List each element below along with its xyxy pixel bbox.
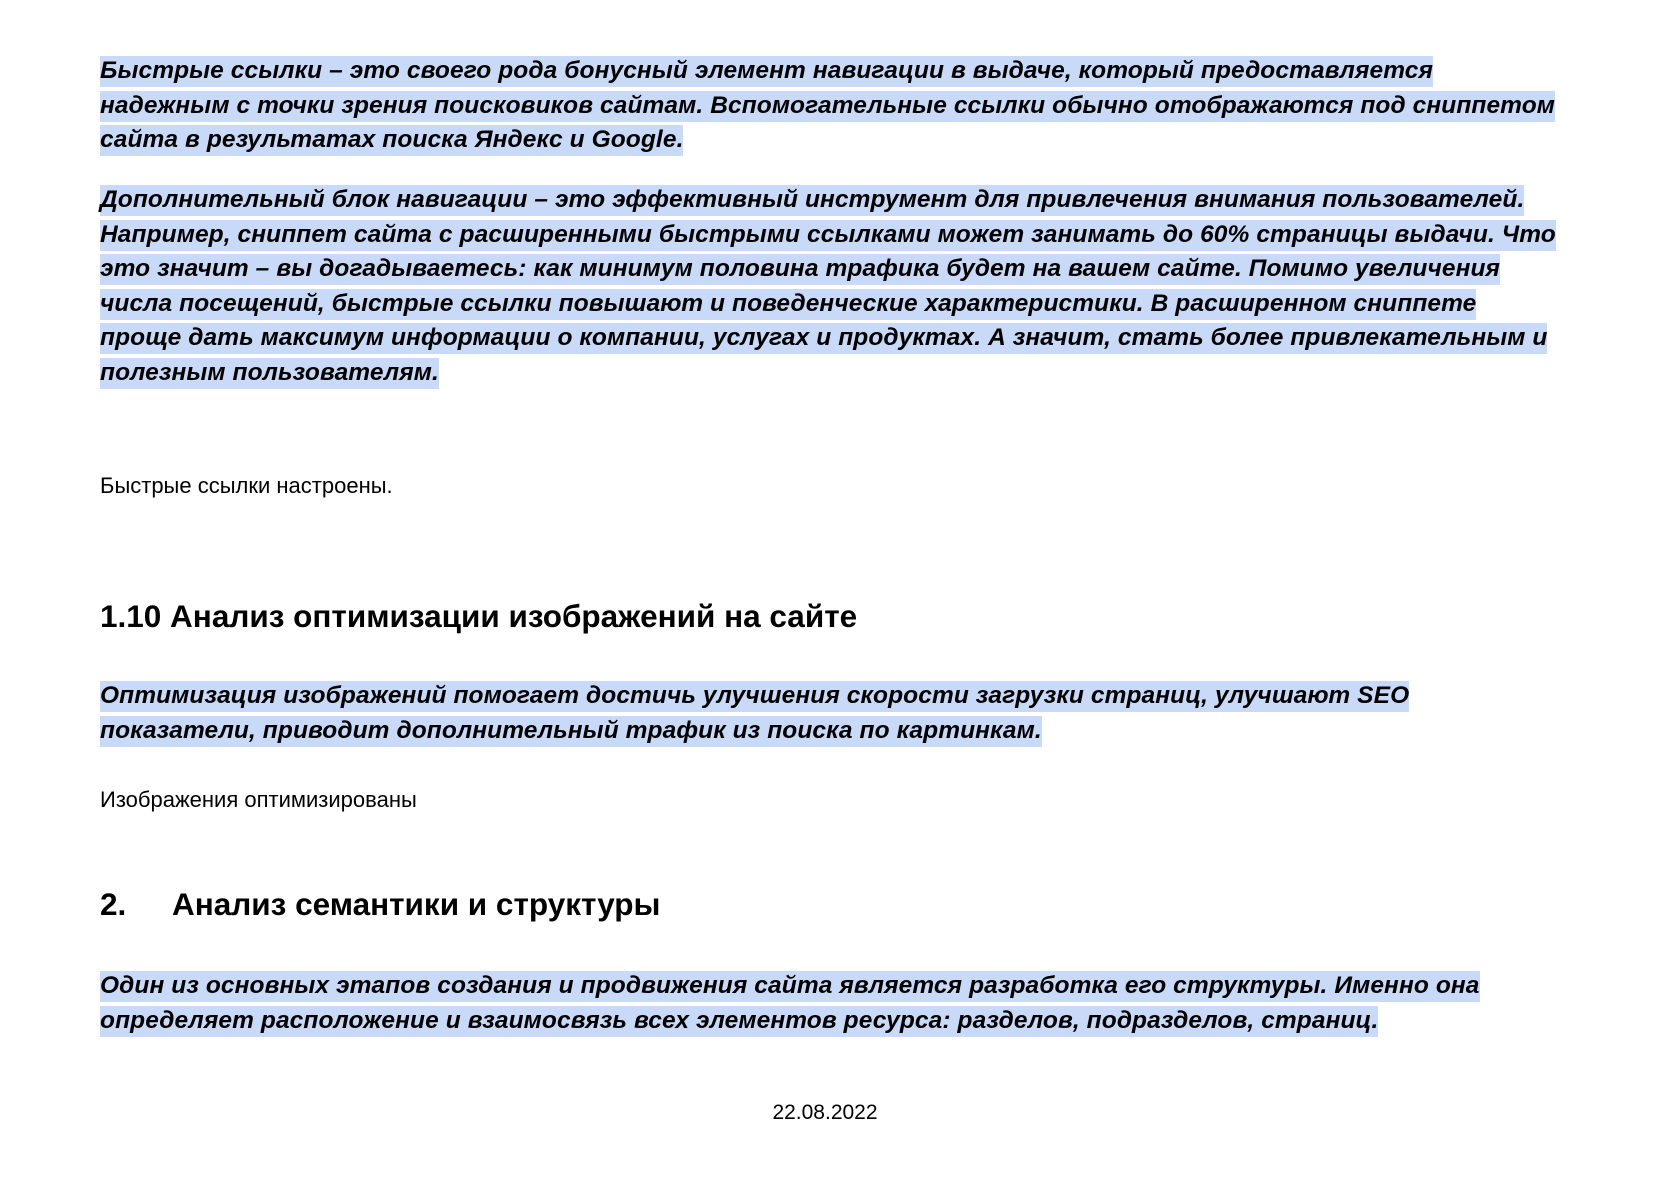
highlighted-text: Дополнительный блок навигации – это эффективный инструмент для привлечения внимания пользователей. Например, сниппет сайта с расширенными быстрыми ссылками может занимать до 60% страницы выдачи. Что это значит – вы догадываетесь: как минимум половина трафика будет на вашем сайте. Помимо увеличения числа посещений, быстрые ссылки повышают и поведенческие характеристики. В расширенном сниппете проще дать максимум информации о компании, услугах и продуктах. А значит, стать более привлекательным и полезным пользователям. (100, 185, 1556, 389)
section-heading-semantics (100, 884, 660, 924)
highlighted-text: Быстрые ссылки – это своего рода бонусный элемент навигации в выдаче, который предоставляется надежным с точки зрения поисковиков сайтам. Вспомогательные ссылки обычно отображаются под сниппетом сайта в результатах поиска Яндекс и Google. (100, 56, 1555, 156)
status-quick-links: Быстрые ссылки настроены. (100, 473, 393, 498)
highlighted-text: Оптимизация изображений помогает достичь улучшения скорости загрузки страниц, улучшают SEO показатели, приводит дополнительный трафик из поиска по картинкам. (100, 681, 1409, 747)
paragraph-navigation-block (100, 183, 1560, 391)
footer-date: 22.08.2022 (772, 1101, 878, 1124)
section-heading-image-optimization: 1.10 Анализ оптимизации изображений на сайте (100, 598, 858, 634)
section-number: 2. (100, 886, 127, 922)
status-images: Изображения оптимизированы (100, 787, 417, 812)
highlighted-text: Один из основных этапов создания и продвижения сайта является разработка его структуры. Именно она определяет расположение и взаимосвязь всех элементов ресурса: разделов, подразделов, страниц. (100, 971, 1480, 1037)
section-title: Анализ семантики и структуры (172, 886, 661, 922)
paragraph-image-optimization (100, 679, 1560, 748)
paragraph-quick-links-intro (100, 54, 1560, 158)
paragraph-site-structure (100, 969, 1560, 1038)
